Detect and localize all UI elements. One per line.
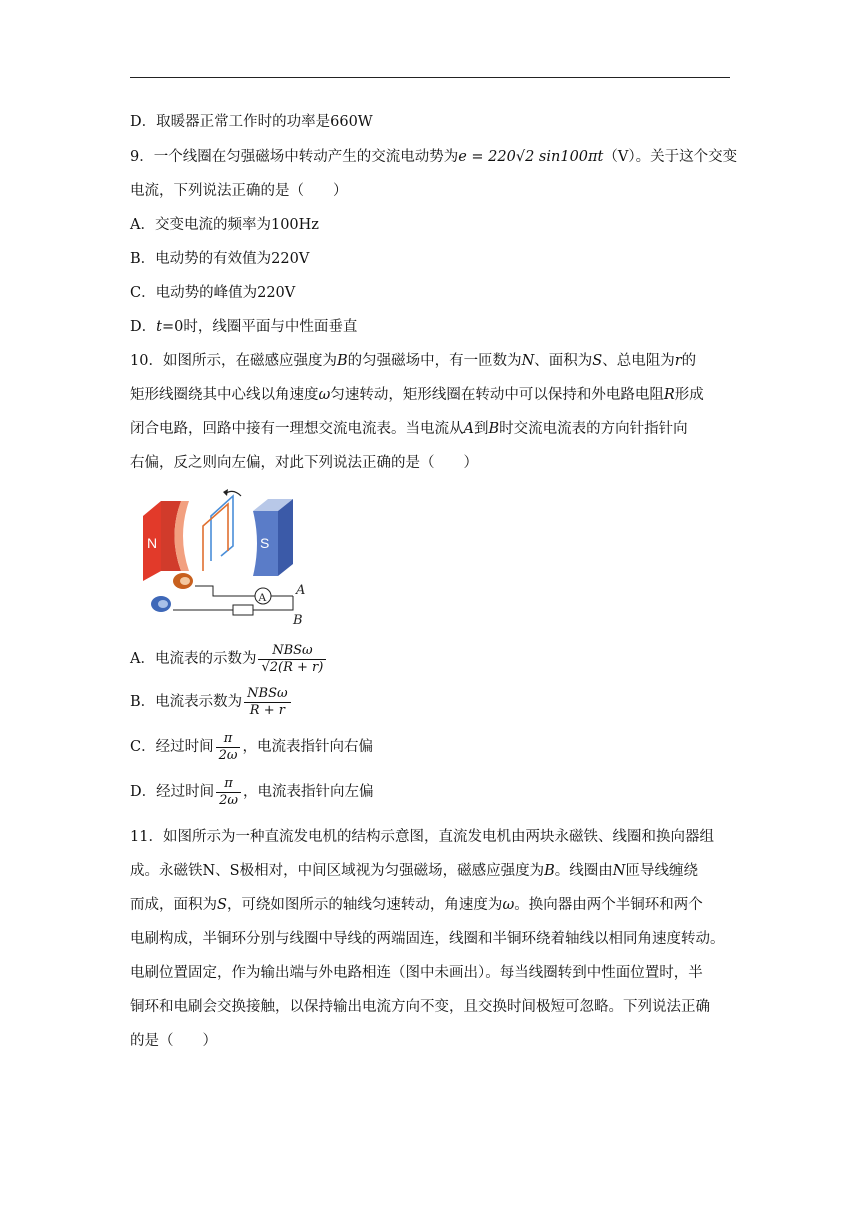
ammeter-label: A [258, 590, 267, 604]
question-9-stem-2: 电流，下列说法正确的是（ ） [130, 183, 348, 199]
terminal-a-label: A [296, 583, 306, 598]
magnet-s-label: S [260, 535, 270, 551]
magnet-n-label: N [147, 535, 158, 551]
question-10-stem-4: 右偏，反之则向左偏，对此下列说法正确的是（ ） [130, 455, 478, 471]
question-10-stem-2: 矩形线圈绕其中心线以角速度ω匀速转动，矩形线圈在转动中可以保持和外电路电阻R形成 [130, 387, 704, 403]
question-10-stem-1: 10．如图所示，在磁感应强度为B的匀强磁场中，有一匝数为N、面积为S、总电阻为r的 [130, 353, 697, 369]
question-9-stem: 9．一个线圈在匀强磁场中转动产生的交流电动势为e = 220√2 sin100πt（V）。关于这个交变 [130, 149, 738, 165]
question-11-stem-3: 而成，面积为S，可绕如图所示的轴线匀速转动，角速度为ω。换向器由两个半铜环和两个 [130, 897, 703, 913]
option-9c: C．电动势的峰值为220V [130, 285, 296, 301]
option-10a: A．电流表的示数为 $\frac{\text{NBSω}}{√2(R + r)}$ [130, 641, 328, 677]
question-11-stem-7: 的是（ ） [130, 1033, 217, 1049]
question-11-stem-4: 电刷构成，半铜环分别与线圈中导线的两端固连，线圈和半铜环绕着轴线以相同角速度转动。 [130, 931, 725, 947]
terminal-b-label: B [293, 613, 303, 626]
option-9b: B．电动势的有效值为220V [130, 251, 310, 267]
option-9a: A．交变电流的频率为100Hz [130, 217, 319, 233]
option-10b: B．电流表示数为 $\frac{\text{NBSω}}{R + r}$ [130, 684, 293, 720]
option-10d: D．经过时间 $\frac{\pi}{2\omega}$ ，电流表指针向左偏 [130, 775, 374, 808]
header-rule [130, 77, 730, 78]
question-11-stem-5: 电刷位置固定，作为输出端与外电路相连（图中未画出）。每当线圈转到中性面位置时，半 [130, 965, 703, 981]
coil-blue [211, 496, 233, 561]
option-10c: C．经过时间 $\frac{\pi}{2\omega}$ ，电流表指针向右偏 [130, 730, 373, 763]
option-9d: D．t=0时，线圈平面与中性面垂直 [130, 319, 358, 335]
option-8d: D．取暖器正常工作时的功率是660W [130, 114, 373, 130]
coil-orange [203, 504, 228, 571]
question-11-stem-1: 11．如图所示为一种直流发电机的结构示意图，直流发电机由两块永磁铁、线圈和换向器组 [130, 829, 714, 845]
question-11-stem-2: 成。永磁铁N、S极相对，中间区域视为匀强磁场，磁感应强度为B。线圈由N匝导线缠绕 [130, 863, 698, 879]
question-11-stem-6: 铜环和电刷会交换接触，以保持输出电流方向不变，且交换时间极短可忽略。下列说法正确 [130, 999, 710, 1015]
question-10-stem-3: 闭合电路，回路中接有一理想交流电流表。当电流从A到B时交流电流表的方向针指针向 [130, 421, 688, 437]
rotation-arrow [223, 489, 228, 496]
resistor [233, 605, 253, 615]
generator-figure [133, 486, 313, 626]
